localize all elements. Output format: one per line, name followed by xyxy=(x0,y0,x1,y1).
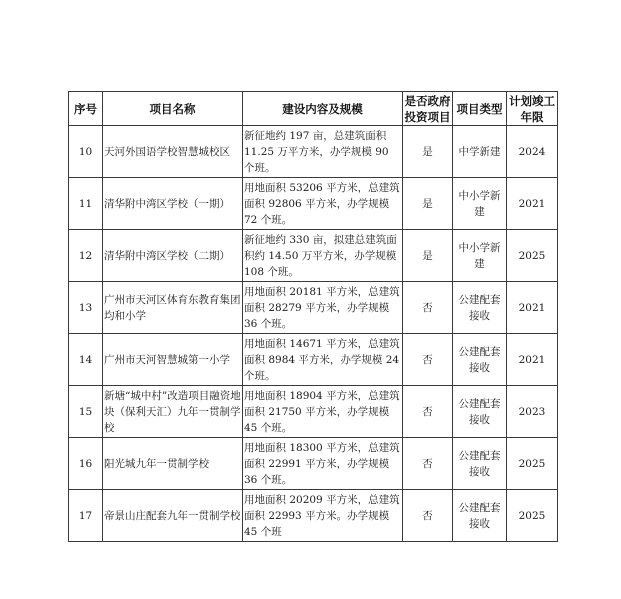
project-scope: 用地面积 20209 平方米，总建筑面积 22993 平方米。办学规模 45 个班 xyxy=(243,490,403,542)
gov-investment: 否 xyxy=(403,282,453,334)
table-row xyxy=(69,230,558,282)
header-gov-line2: 投资项目 xyxy=(404,109,451,124)
project-name: 阳光城九年一贯制学校 xyxy=(103,438,243,490)
row-number: 16 xyxy=(69,438,103,490)
table-row xyxy=(69,490,558,542)
completion-year: 2025 xyxy=(507,490,558,542)
header-gov-line1: 是否政府 xyxy=(404,93,451,108)
table-row xyxy=(69,438,558,490)
project-type: 中小学新建 xyxy=(453,230,507,282)
row-number: 15 xyxy=(69,386,103,438)
project-name: 帝景山庄配套九年一贯制学校 xyxy=(103,490,243,542)
project-scope: 用地面积 20181 平方米，总建筑面积 28279 平方米，办学规模 36 个班。 xyxy=(243,282,403,334)
school-projects-table xyxy=(68,91,558,542)
gov-investment: 否 xyxy=(403,490,453,542)
project-type: 公建配套接收 xyxy=(453,438,507,490)
completion-year: 2023 xyxy=(507,386,558,438)
project-scope: 用地面积 14671 平方米，总建筑面积 8984 平方米，办学规模 24 个班。 xyxy=(243,334,403,386)
gov-investment: 是 xyxy=(403,230,453,282)
table-row xyxy=(69,282,558,334)
project-name: 新塘“城中村”改造项目融资地块（保利天汇）九年一贯制学校 xyxy=(103,386,243,438)
table-row xyxy=(69,126,558,178)
project-type: 公建配套接收 xyxy=(453,282,507,334)
completion-year: 2021 xyxy=(507,282,558,334)
project-scope: 新征地约 330 亩，拟建总建筑面积约 14.50 万平方米，办学规模 108 个班。 xyxy=(243,230,403,282)
row-number: 12 xyxy=(69,230,103,282)
table-row xyxy=(69,334,558,386)
project-scope: 用地面积 18300 平方米，总建筑面积 22991 平方米，办学规模 36 个班。 xyxy=(243,438,403,490)
header-completion-year xyxy=(507,92,558,126)
completion-year: 2021 xyxy=(507,178,558,230)
gov-investment: 是 xyxy=(403,126,453,178)
project-name: 清华附中湾区学校（二期） xyxy=(103,230,243,282)
header-gov-investment xyxy=(403,92,453,126)
project-type: 公建配套接收 xyxy=(453,490,507,542)
gov-investment: 是 xyxy=(403,178,453,230)
header-project-type: 项目类型 xyxy=(453,92,507,126)
gov-investment: 否 xyxy=(403,334,453,386)
header-number: 序号 xyxy=(69,92,103,126)
project-type: 中学新建 xyxy=(453,126,507,178)
completion-year: 2025 xyxy=(507,230,558,282)
project-type: 中小学新建 xyxy=(453,178,507,230)
completion-year: 2024 xyxy=(507,126,558,178)
project-name: 广州市天河区体育东教育集团均和小学 xyxy=(103,282,243,334)
row-number: 10 xyxy=(69,126,103,178)
project-scope: 新征地约 197 亩，总建筑面积 11.25 万平方米，办学规模 90 个班。 xyxy=(243,126,403,178)
header-year-line1: 计划竣工 xyxy=(509,93,555,108)
header-year-line2: 年限 xyxy=(520,109,544,124)
project-scope: 用地面积 53206 平方米，总建筑面积 92806 平方米，办学规模 72 个班。 xyxy=(243,178,403,230)
row-number: 14 xyxy=(69,334,103,386)
project-type: 公建配套接收 xyxy=(453,334,507,386)
gov-investment: 否 xyxy=(403,438,453,490)
row-number: 17 xyxy=(69,490,103,542)
project-name: 天河外国语学校智慧城校区 xyxy=(103,126,243,178)
project-name: 清华附中湾区学校（一期） xyxy=(103,178,243,230)
table-row xyxy=(69,386,558,438)
header-project-name: 项目名称 xyxy=(103,92,243,126)
header-row xyxy=(69,92,558,126)
completion-year: 2025 xyxy=(507,438,558,490)
row-number: 13 xyxy=(69,282,103,334)
project-name: 广州市天河智慧城第一小学 xyxy=(103,334,243,386)
table-row xyxy=(69,178,558,230)
project-type: 公建配套接收 xyxy=(453,386,507,438)
completion-year: 2021 xyxy=(507,334,558,386)
header-scope: 建设内容及规模 xyxy=(243,92,403,126)
project-scope: 用地面积 18904 平方米，总建筑面积 21750 平方米，办学规模 45 个班。 xyxy=(243,386,403,438)
row-number: 11 xyxy=(69,178,103,230)
gov-investment: 否 xyxy=(403,386,453,438)
